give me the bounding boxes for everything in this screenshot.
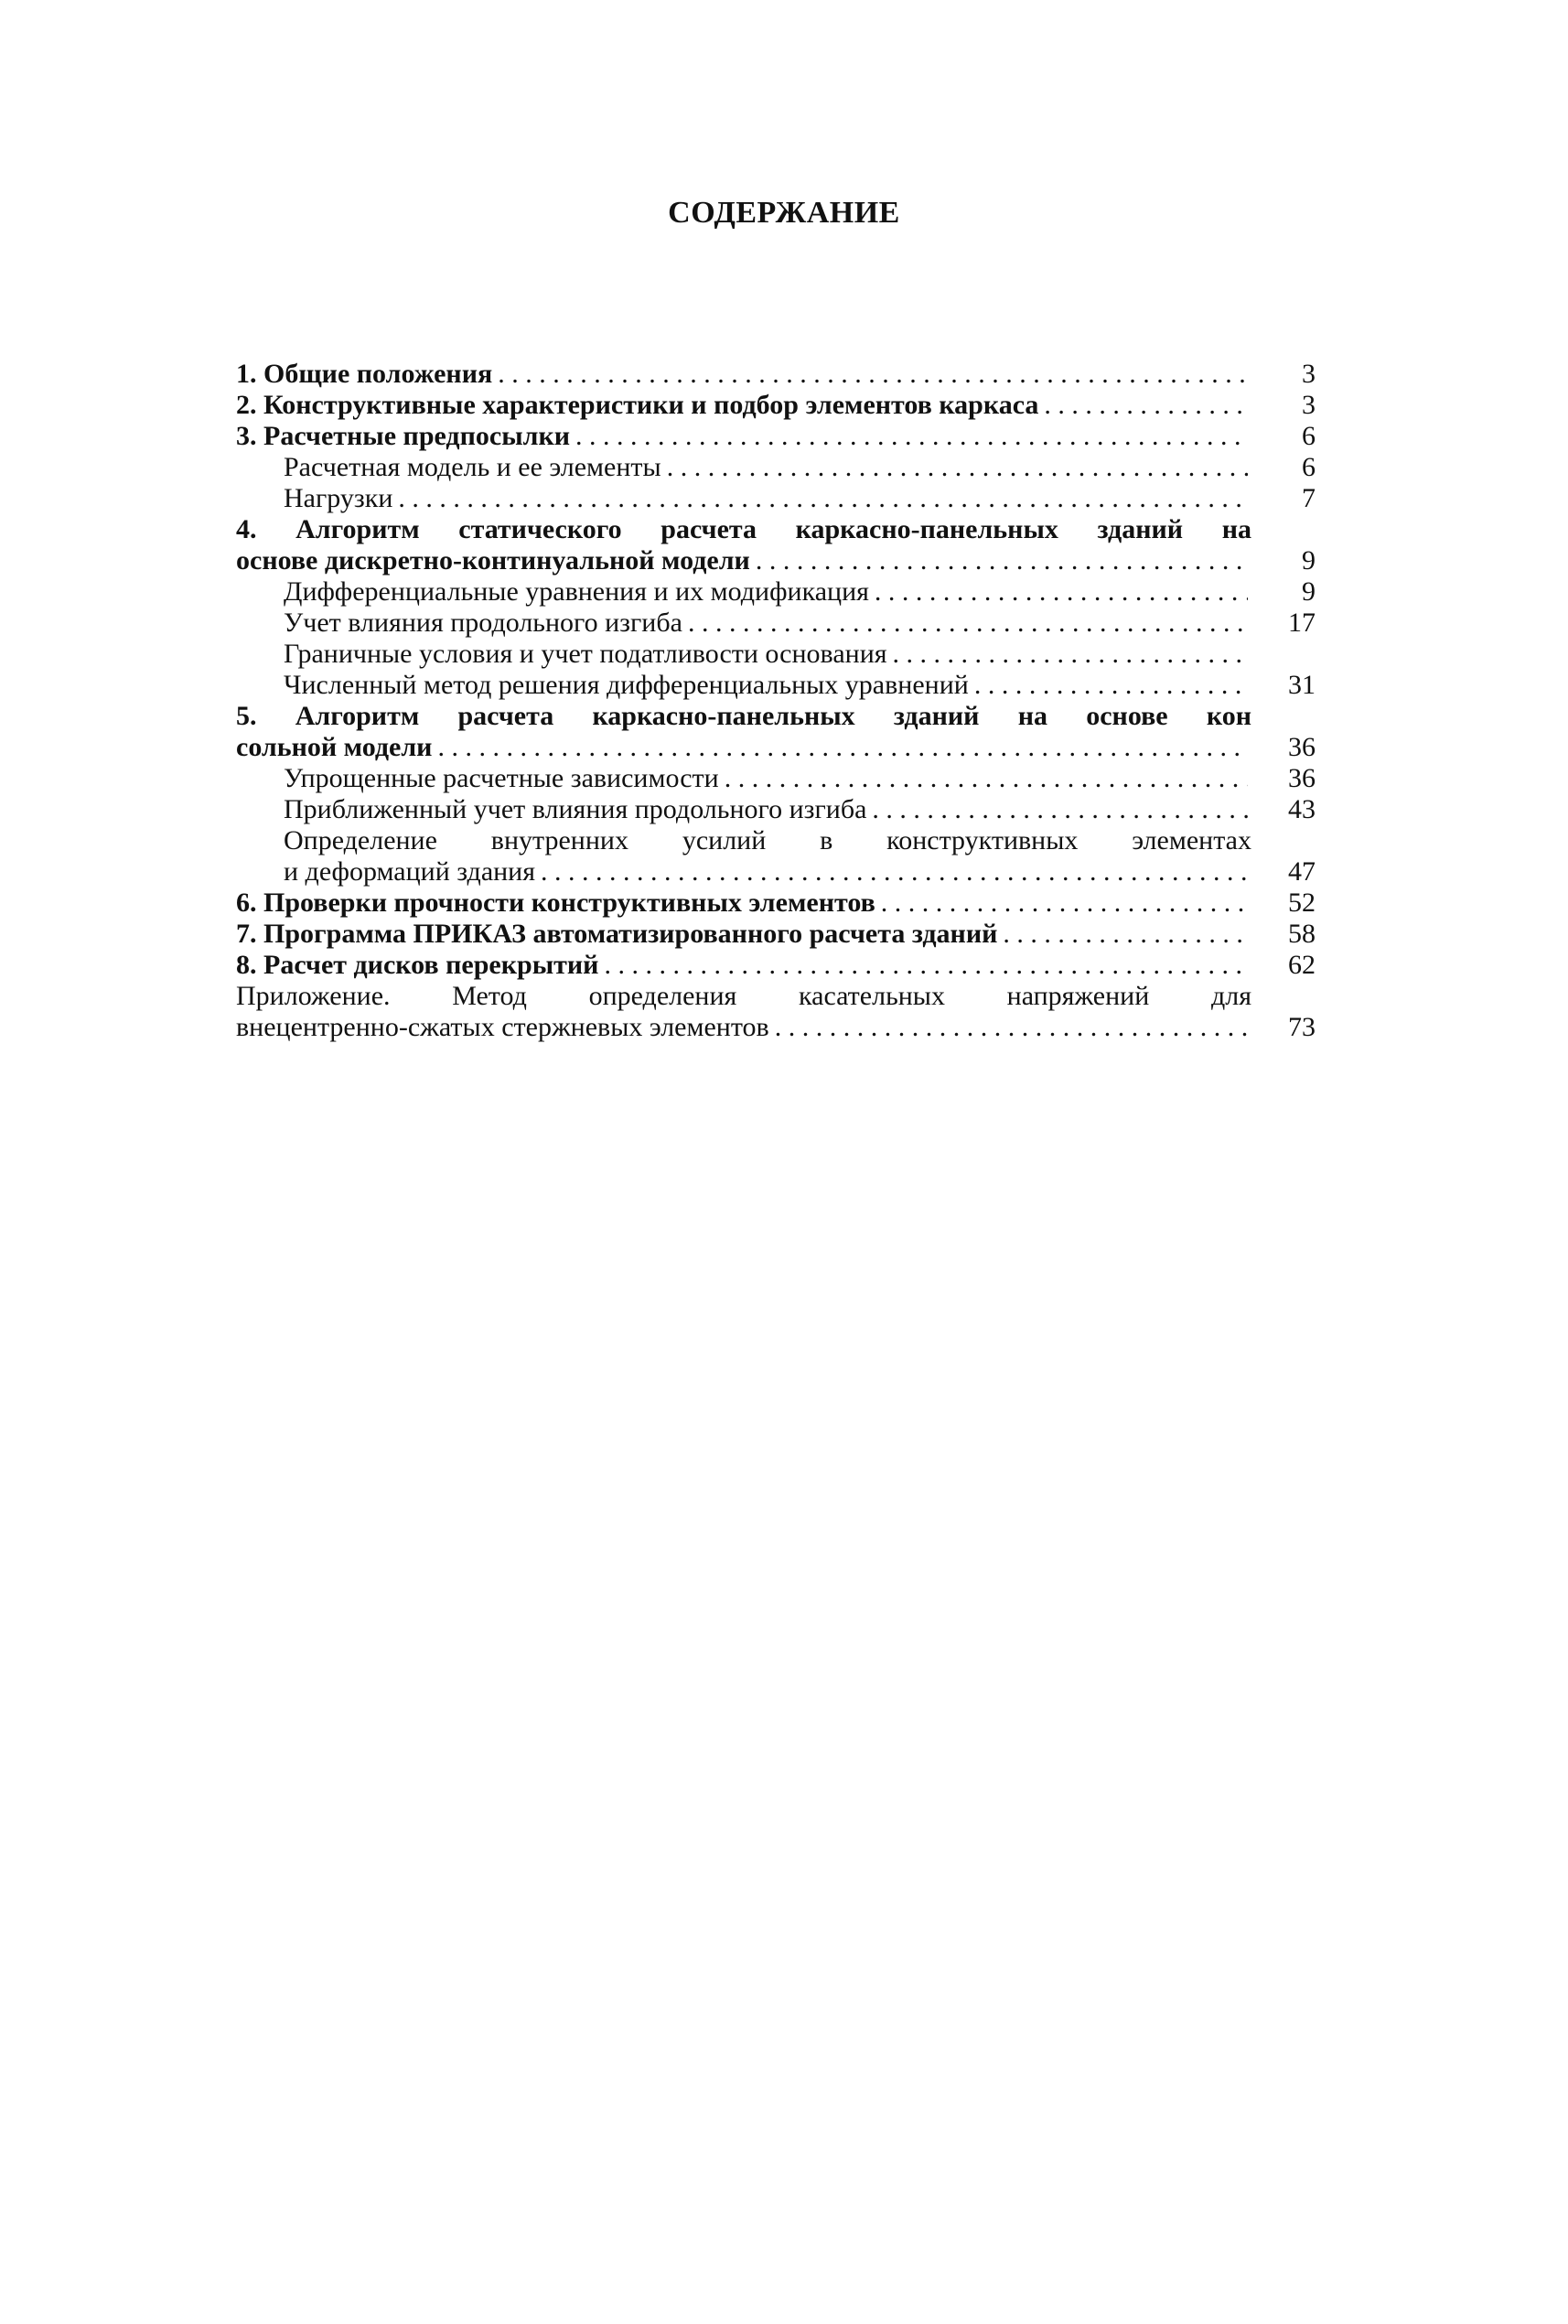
toc-entry (236, 483, 1316, 514)
toc-page-number: 3 (1302, 390, 1316, 420)
toc-entry (236, 981, 1316, 1012)
toc-dot-leader (604, 950, 1248, 981)
toc-page-number: 17 (1288, 608, 1316, 638)
toc-entry (236, 919, 1316, 950)
toc-entry-title: внецентренно-сжатых стержневых элементов (236, 1012, 769, 1042)
toc-dot-leader (541, 856, 1248, 888)
toc-page-number: 52 (1288, 888, 1316, 918)
toc-entry (236, 856, 1316, 888)
toc-entry (236, 545, 1316, 576)
toc-entry-title: сольной модели (236, 732, 433, 762)
toc-entry (236, 421, 1316, 452)
toc-entry (236, 1012, 1316, 1043)
toc-dot-leader (1003, 919, 1248, 950)
toc-entry-title: 4. Алгоритм статического расчета каркасно-панельных зданий на (236, 514, 1251, 544)
toc-page-number: 6 (1302, 421, 1316, 451)
toc-entry (236, 639, 1316, 670)
toc-entry (236, 732, 1316, 763)
toc-page-number: 9 (1302, 576, 1316, 607)
toc-entry-title: Определение внутренних усилий в конструктивных элементах (284, 825, 1251, 855)
toc-dot-leader (667, 452, 1248, 483)
toc-entry (236, 670, 1316, 701)
toc-entry (236, 452, 1316, 483)
toc-page-number: 36 (1288, 763, 1316, 793)
toc-page-number: 36 (1288, 732, 1316, 762)
page-title: СОДЕРЖАНИЕ (668, 196, 900, 230)
toc-entry (236, 825, 1316, 856)
toc-page-number: 6 (1302, 452, 1316, 482)
toc-page-number: 43 (1288, 794, 1316, 824)
toc-dot-leader (872, 794, 1248, 825)
toc-dot-leader (875, 576, 1248, 608)
toc-page-number: 7 (1302, 483, 1316, 513)
toc-entry-title: 6. Проверки прочности конструктивных элементов (236, 888, 875, 918)
toc-dot-leader (575, 421, 1248, 452)
toc-entry-title: и деформаций здания (284, 856, 536, 887)
toc-entry-title: 7. Программа ПРИКАЗ автоматизированного расчета зданий (236, 919, 998, 949)
toc-dot-leader (437, 732, 1248, 763)
toc-entry-title: Упрощенные расчетные зависимости (284, 763, 719, 793)
toc-dot-leader (974, 670, 1248, 701)
toc-page-number: 31 (1288, 670, 1316, 700)
toc-entry-title: Дифференциальные уравнения и их модификация (284, 576, 869, 607)
toc-page-number: 62 (1288, 950, 1316, 980)
toc-entry-title: Приложение. Метод определения касательных напряжений для (236, 981, 1251, 1011)
toc-entry-title: Нагрузки (284, 483, 393, 513)
toc-dot-leader (775, 1012, 1248, 1043)
toc-entry (236, 576, 1316, 608)
toc-entry-title: Учет влияния продольного изгиба (284, 608, 682, 638)
toc-page-number: 58 (1288, 919, 1316, 949)
toc-entry-title: 5. Алгоритм расчета каркасно-панельных зданий на основе кон (236, 701, 1251, 731)
toc-entry (236, 390, 1316, 421)
toc-entry-title: основе дискретно-континуальной модели (236, 545, 750, 576)
toc-entry-title: Расчетная модель и ее элементы (284, 452, 661, 482)
toc-dot-leader (398, 483, 1248, 514)
toc-entry (236, 763, 1316, 794)
toc-dot-leader (725, 763, 1248, 794)
toc-entry (236, 514, 1316, 545)
toc-page-number: 47 (1288, 856, 1316, 887)
toc-entry (236, 794, 1316, 825)
toc-entry (236, 608, 1316, 639)
toc-entry-title: 1. Общие положения (236, 359, 493, 389)
toc-entry (236, 701, 1316, 732)
toc-page-number: 9 (1302, 545, 1316, 576)
toc-entry (236, 950, 1316, 981)
toc-dot-leader (498, 359, 1248, 390)
toc-dot-leader (893, 639, 1248, 670)
toc-entry-title: 3. Расчетные предпосылки (236, 421, 571, 451)
toc-entry-title: Приближенный учет влияния продольного изгиба (284, 794, 867, 824)
toc-entry (236, 888, 1316, 919)
table-of-contents (236, 359, 1316, 1043)
toc-entry-title: 2. Конструктивные характеристики и подбор элементов каркаса (236, 390, 1039, 420)
toc-entry-title: Граничные условия и учет податливости основания (284, 639, 887, 669)
toc-dot-leader (881, 888, 1248, 919)
toc-entry-title: 8. Расчет дисков перекрытий (236, 950, 599, 980)
toc-page-number: 3 (1302, 359, 1316, 389)
toc-dot-leader (1044, 390, 1248, 421)
toc-dot-leader (688, 608, 1248, 639)
toc-entry-title: Численный метод решения дифференциальных уравнений (284, 670, 969, 700)
toc-dot-leader (756, 545, 1248, 576)
toc-page-number: 73 (1288, 1012, 1316, 1042)
toc-entry (236, 359, 1316, 390)
